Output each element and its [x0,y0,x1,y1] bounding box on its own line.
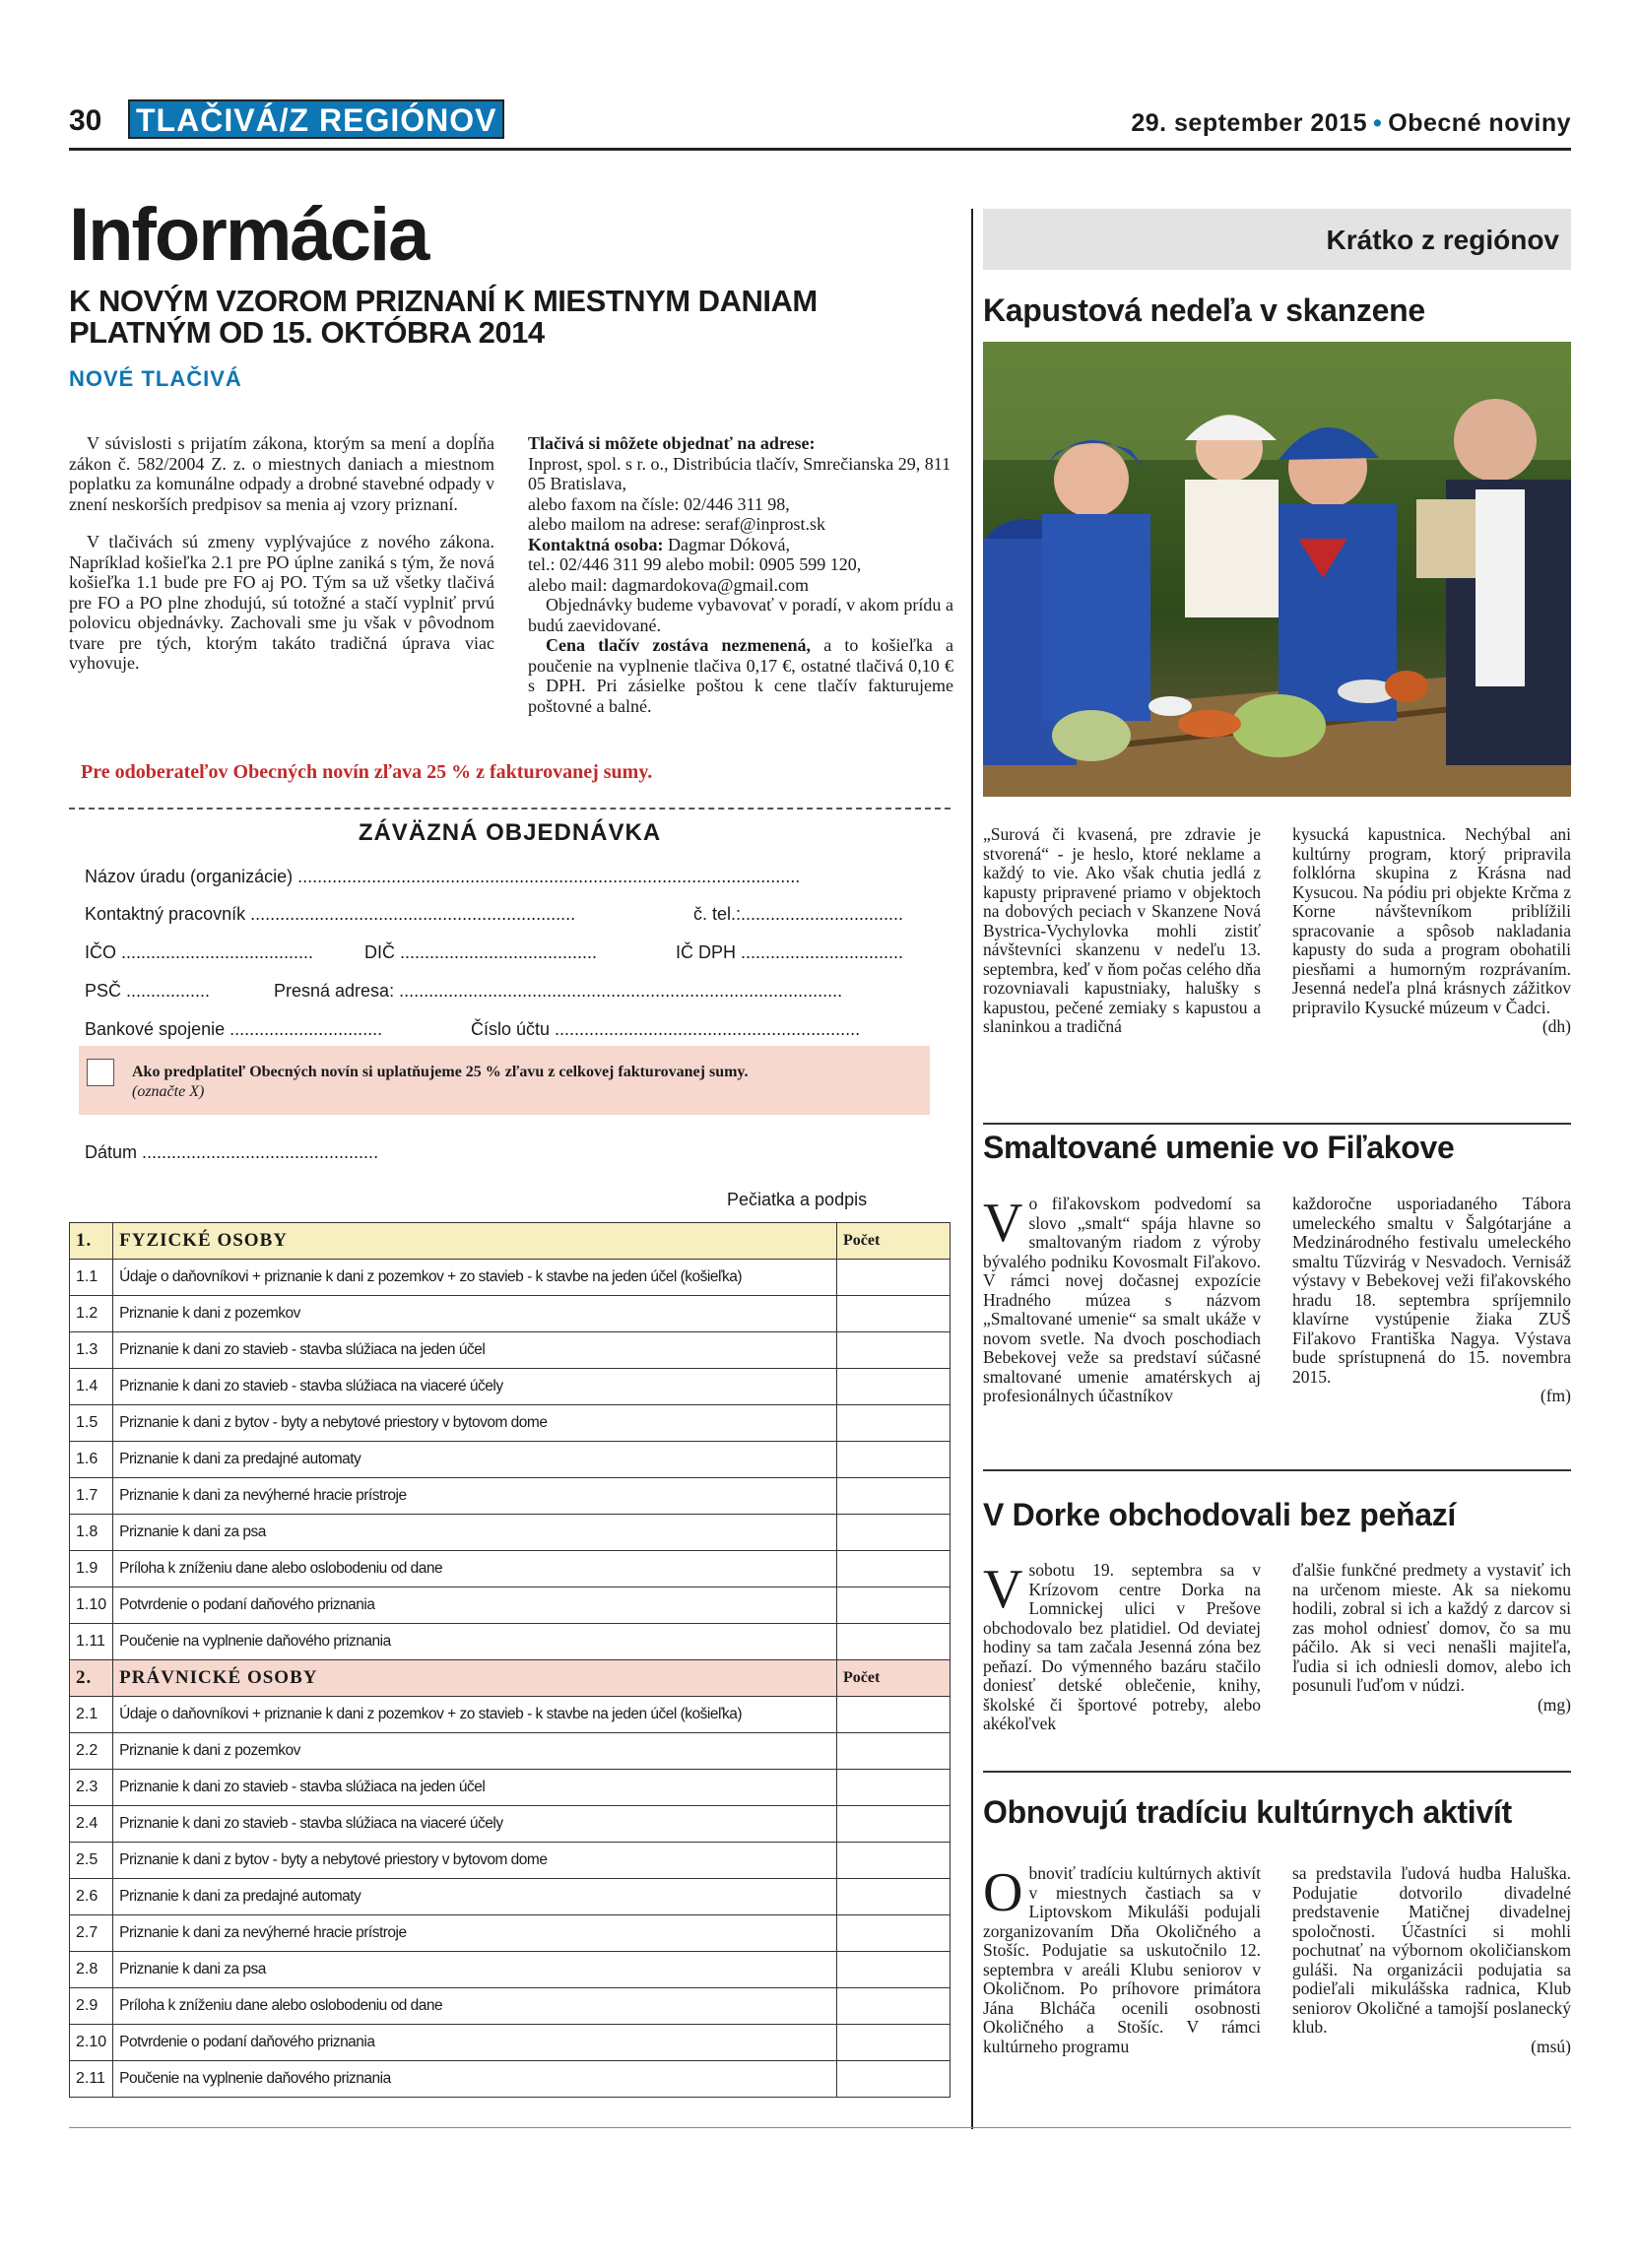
count-header: Počet [837,1223,951,1260]
form-name: Priznanie k dani z pozemkov [113,1733,837,1770]
article-signature: (mg) [1537,1694,1571,1715]
article-column [983,1195,1261,1406]
form-row [70,1588,951,1624]
phone-field[interactable]: č. tel.:................................. [693,904,904,924]
issue-date: 29. september 2015 [1131,109,1368,137]
form-row [70,1915,951,1952]
regions-banner-title: Krátko z regiónov [1326,225,1559,255]
form-name: Priznanie k dani za predajné automaty [113,1879,837,1915]
intro-column-2 [528,433,953,716]
drop-cap: O [983,1862,1023,1923]
office-field[interactable]: Názov úradu (organizácie) ...................................................................................................... [85,867,801,886]
form-name: Priznanie k dani zo stavieb - stavba slúžiaca na jeden účel [113,1770,837,1806]
row-number: 2.10 [70,2025,113,2061]
form-name: Priznanie k dani z bytov - byty a nebytové priestory v bytovom dome [113,1405,837,1442]
count-input[interactable] [837,1588,951,1624]
article-signature: (dh) [1542,1016,1571,1036]
row-number: 1.1 [70,1260,113,1296]
date-field[interactable]: Dátum ................................................ [85,1142,379,1162]
article-title: V Dorke obchodovali bez peňazí [983,1497,1456,1532]
row-number: 1.5 [70,1405,113,1442]
article-column [1292,1561,1571,1715]
article-signature: (msú) [1531,2036,1571,2056]
row-number: 1.9 [70,1551,113,1588]
row-number: 1.3 [70,1332,113,1369]
count-header: Počet [837,1660,951,1697]
stamp-label: Pečiatka a podpis [727,1190,868,1209]
email: alebo mail: dagmardokova@gmail.com [528,574,809,595]
section-label: FYZICKÉ OSOBY [113,1223,837,1260]
article-divider [983,1771,1571,1773]
article-text: sobotu 19. septembra sa v Krízovom centre Dorka na Lomnickej ulici v Prešove obchodovalo bez platidiel. Od deviatej hodiny sa tam začala Jesenná zóna bez peňazí. Do výmenného bazáru stačilo doniesť detské oblečenie, knihy, školské či športové potreby, alebo akékoľvek [983,1560,1261,1733]
contact-name: Dagmar Dóková, [668,534,790,554]
form-name: Príloha k zníženiu dane alebo oslobodeniu od dane [113,1551,837,1588]
row-number: 1.7 [70,1478,113,1515]
count-input[interactable] [837,1296,951,1332]
intro-paragraph: V tlačivách sú zmeny vyplývajúce z nového zákona. Napríklad košieľka 2.1 pre PO úplne zaniká s tým, že nová košieľka 1.1 bude pre FO aj PO. Tým sa už všetky tlačivá pre FO a PO plne zhodujú, sú totožné a stačí vyplniť prvú polovicu objednávky. Zachovali sme ju však v pôvodnom tvare pre tých, ktorým takáto tradičná úprava viac vyhovuje. [69,532,494,673]
section-header-legal-entities [70,1660,951,1697]
form-row [70,1296,951,1332]
separator-dot: • [1373,109,1383,137]
form-row [70,1988,951,2025]
section-number: 2. [70,1660,113,1697]
row-number: 2.9 [70,1988,113,2025]
paper-name: Obecné noviny [1388,109,1571,137]
section-header-individuals [70,1223,951,1260]
row-number: 1.10 [70,1588,113,1624]
row-number: 2.11 [70,2061,113,2098]
price-label: Cena tlačív zostáva nezmenená, [546,635,811,655]
column-divider [971,209,973,2129]
subscriber-checkbox[interactable] [87,1059,114,1086]
row-number: 2.8 [70,1952,113,1988]
count-input[interactable] [837,1806,951,1843]
contact-label: Kontaktná osoba: [528,534,664,554]
mail: alebo mailom na adrese: seraf@inprost.sk [528,514,825,534]
form-row [70,1260,951,1296]
form-name: Priznanie k dani za psa [113,1515,837,1551]
form-name: Potvrdenie o podaní daňového priznania [113,2025,837,2061]
article-title: Smaltované umenie vo Fiľakove [983,1130,1455,1165]
kicker: NOVÉ TLAČIVÁ [69,366,242,391]
bank-field[interactable]: Bankové spojenie ............................... [85,1019,383,1039]
form-row [70,2025,951,2061]
count-input[interactable] [837,1405,951,1442]
fax: alebo faxom na čísle: 02/446 311 98, [528,493,790,514]
form-name: Priznanie k dani z pozemkov [113,1296,837,1332]
article-column [983,825,1261,1037]
count-input[interactable] [837,1697,951,1733]
count-input[interactable] [837,1988,951,2025]
article-text: sa predstavila ľudová hudba Haluška. Podujatie dotvorilo divadelné predstavenie Matičnej divadelnej spoločnosti. Účastníci si mohli pochutnať na výbornom okoličianskom guláši. Na organizácii podujatia sa podieľali mikulášska radnica, Klub seniorov Okoličné a tamojší poslanecký klub. [1292,1863,1571,2037]
form-name: Priznanie k dani zo stavieb - stavba slúžiaca na jeden účel [113,1332,837,1369]
count-input[interactable] [837,1733,951,1770]
account-field[interactable]: Číslo účtu .............................................................. [471,1019,861,1039]
count-input[interactable] [837,1624,951,1660]
form-name: Údaje o daňovníkovi + priznanie k dani z pozemkov + zo stavieb - k stavbe na jeden účel (košieľka) [113,1697,837,1733]
form-row [70,1879,951,1915]
count-input[interactable] [837,1369,951,1405]
checkbox-hint: (označte X) [132,1083,205,1100]
count-input[interactable] [837,2061,951,2098]
cabbage-festival-photo [983,342,1571,797]
form-name: Príloha k zníženiu dane alebo oslobodeniu od dane [113,1988,837,2025]
row-number: 1.4 [70,1369,113,1405]
phone: tel.: 02/446 311 99 alebo mobil: 0905 599 120, [528,554,862,574]
icdph-field[interactable]: IČ DPH ................................. [676,942,904,962]
cut-line [69,808,951,810]
form-name: Údaje o daňovníkovi + priznanie k dani z pozemkov + zo stavieb - k stavbe na jeden účel (košieľka) [113,1260,837,1296]
contact-person [528,535,953,555]
form-row [70,2061,951,2098]
form-name: Priznanie k dani za predajné automaty [113,1442,837,1478]
row-number: 2.7 [70,1915,113,1952]
form-name: Potvrdenie o podaní daňového priznania [113,1588,837,1624]
checkbox-label: Ako predplatiteľ Obecných novín si uplatňujeme 25 % zľavu z celkovej fakturovanej sumy. [132,1064,749,1080]
row-number: 2.6 [70,1879,113,1915]
section-label: PRÁVNICKÉ OSOBY [113,1660,837,1697]
price-note [528,635,953,716]
ico-field[interactable]: IČO ....................................... [85,942,314,962]
form-row [70,1770,951,1806]
article-divider [983,1469,1571,1471]
article-column [983,1864,1261,2056]
header-rule [69,148,1571,151]
contact-field[interactable]: Kontaktný pracovník .................................................................. [85,904,576,924]
row-number: 2.4 [70,1806,113,1843]
row-number: 1.2 [70,1296,113,1332]
discount-note: Pre odoberateľov Obecných novín zľava 25 % z fakturovanej sumy. [81,761,653,783]
form-row [70,1369,951,1405]
address: Inprost, spol. s r. o., Distribúcia tlačív, Smrečianska 29, 811 05 Bratislava, [528,453,951,493]
count-input[interactable] [837,1915,951,1952]
article-text: ďalšie funkčné predmety a vystaviť ich na určenom mieste. Ak sa niekomu hodili, zobral si ich a každý z darcov si zas mohol odniesť domov, čo sa mu páčilo. Ak si veci nenašli majiteľa, ľudia si ich odniesli domov, alebo ich posunuli ľuďom v núdzi. [1292,1560,1571,1695]
form-row [70,1478,951,1515]
form-name: Priznanie k dani za nevýherné hracie prístroje [113,1915,837,1952]
form-row [70,1405,951,1442]
article-text: každoročne usporiadaného Tábora umeleckého smaltu v Šalgótarjáne a Medzinárodného festivalu umeleckého smaltu Tűzvirág v Nesvadoch. Vernisáž výstavy v Bebekovej veži fiľakovského hradu 18. septembra spríjemnilo klavírne vystúpenie žiaka ZUŠ Fiľakovo Františka Nagya. Výstava bude sprístupnená do 15. novembra 2015. [1292,1194,1571,1387]
article-column [1292,825,1571,1037]
count-input[interactable] [837,1770,951,1806]
row-number: 2.2 [70,1733,113,1770]
form-row [70,1952,951,1988]
issue-info [1131,109,1571,138]
intro-column-1 [69,433,494,691]
count-input[interactable] [837,1260,951,1296]
form-row [70,1515,951,1551]
photo-illustration [983,342,1571,797]
article-text: bnoviť tradíciu kultúrnych aktivít v miestnych častiach sa v Liptovskom Mikuláši podujali zorganizovaním Dňa Okoličného a Stošíc. Podujatie sa uskutočnilo 12. septembra v areáli Klubu seniorov v Okoličnom. Po príhovore primátora Jána Blcháča ocenili osobnosti Okoličného a Stošíc. V rámci kultúrneho programu [983,1863,1261,2056]
order-table [69,1222,951,2098]
count-input[interactable] [837,1843,951,1879]
form-row [70,1806,951,1843]
row-number: 2.3 [70,1770,113,1806]
drop-cap: V [983,1193,1023,1254]
form-row [70,1843,951,1879]
article-title: Obnovujú tradíciu kultúrnych aktivít [983,1794,1512,1830]
drop-cap: V [983,1559,1023,1620]
article-text: kysucká kapustnica. Nechýbal ani kultúrny program, ktorý pripravila folklórna skupina z Krásna nad Kysucou. Na pódiu pri objekte Krčma z Korne návštevníkom priblížili spracovanie a spôsob nakladania kapusty do suda a program obohatili piesňami a humorným rozprávaním. Jesenná nedeľa plná krásnych zážitkov pripravilo Kysucké múzeum v Čadci. [1292,824,1571,1017]
article-column [1292,1864,1571,2056]
count-input[interactable] [837,1478,951,1515]
section-number: 1. [70,1223,113,1260]
form-row [70,1332,951,1369]
row-number: 1.11 [70,1624,113,1660]
article-signature: (fm) [1540,1386,1571,1405]
order-address-heading: Tlačivá si môžete objednať na adrese: [528,433,816,453]
intro-paragraph: V súvislosti s prijatím zákona, ktorým sa mení a dopĺňa zákon č. 582/2004 Z. z. o miestnych daniach a miestnom poplatku za komunálne odpady a drobné stavebné odpady v znení neskorších predpisov sa menia aj vzory priznaní. [69,433,494,514]
count-input[interactable] [837,2025,951,2061]
form-row [70,1442,951,1478]
article-divider [983,1123,1571,1125]
row-number: 1.8 [70,1515,113,1551]
form-name: Priznanie k dani zo stavieb - stavba slúžiaca na viaceré účely [113,1369,837,1405]
address-field[interactable]: Presná adresa: .......................................................................................... [274,981,843,1001]
processing-note: Objednávky budeme vybavovať v poradí, v akom prídu a budú zaevidované. [528,595,953,635]
footer-rule [69,2127,1571,2128]
form-name: Priznanie k dani za psa [113,1952,837,1988]
count-input[interactable] [837,1879,951,1915]
form-row [70,1733,951,1770]
psc-field[interactable]: PSČ ................. [85,981,211,1001]
count-input[interactable] [837,1952,951,1988]
page-number: 30 [69,104,102,137]
row-number: 2.5 [70,1843,113,1879]
form-name: Poučenie na vyplnenie daňového priznania [113,2061,837,2098]
article-column [983,1561,1261,1734]
article-title: Kapustová nedeľa v skanzene [983,292,1425,328]
form-row [70,1551,951,1588]
article-text: o fiľakovskom podvedomí sa slovo „smalt“ spája hlavne so smaltovaným riadom z výroby bývalého podniku Kovosmalt Fiľakovo. V rámci novej dočasnej expozície Hradného múzea s názvom „Smaltované umenie“ sa smalt ukáže v novom svetle. Na dvoch poschodiach Bebekovej veže sa predstaví súčasné smaltované umenie amatérskych aj profesionálnych účastníkov [983,1194,1261,1405]
page-title: Informácia [69,193,428,277]
section-label: TLAČIVÁ/Z REGIÓNOV [128,99,504,139]
order-form-title: ZÁVÄZNÁ OBJEDNÁVKA [358,819,662,846]
price-text: a to košieľka a poučenie na vyplnenie tlačiva 0,17 €, ostatné tlačivá 0,10 € s DPH. Pri zásielke poštou k cene tlačív fakturujeme poštovné a balné. [528,635,953,716]
page-subtitle: K NOVÝM VZOROM PRIZNANÍ K MIESTNYM DANIAM PLATNÝM OD 15. OKTÓBRA 2014 [69,284,818,350]
form-row [70,1697,951,1733]
form-name: Poučenie na vyplnenie daňového priznania [113,1624,837,1660]
count-input[interactable] [837,1442,951,1478]
article-text: „Surová či kvasená, pre zdravie je stvorená“ - je heslo, ktoré neklame a každý to vie. Ako však chutia jedlá z kapusty pripravené priamo v objektoch na dobových peciach v Skanzene Nová Bystrica-Vychylovka mohli zistiť návštevníci skanzenu v nedeľu 13. septembra, keď v ňom počas celého dňa rozovniavali kapustniaky, halušky s kapustou, pečené zemiaky s kapustou a slaninkou a tradičná [983,824,1261,1036]
form-row [70,1624,951,1660]
dic-field[interactable]: DIČ ........................................ [364,942,598,962]
count-input[interactable] [837,1332,951,1369]
row-number: 1.6 [70,1442,113,1478]
count-input[interactable] [837,1515,951,1551]
row-number: 2.1 [70,1697,113,1733]
form-name: Priznanie k dani za nevýherné hracie prístroje [113,1478,837,1515]
form-name: Priznanie k dani z bytov - byty a nebytové priestory v bytovom dome [113,1843,837,1879]
form-name: Priznanie k dani zo stavieb - stavba slúžiaca na viaceré účely [113,1806,837,1843]
article-column [1292,1195,1571,1406]
count-input[interactable] [837,1551,951,1588]
